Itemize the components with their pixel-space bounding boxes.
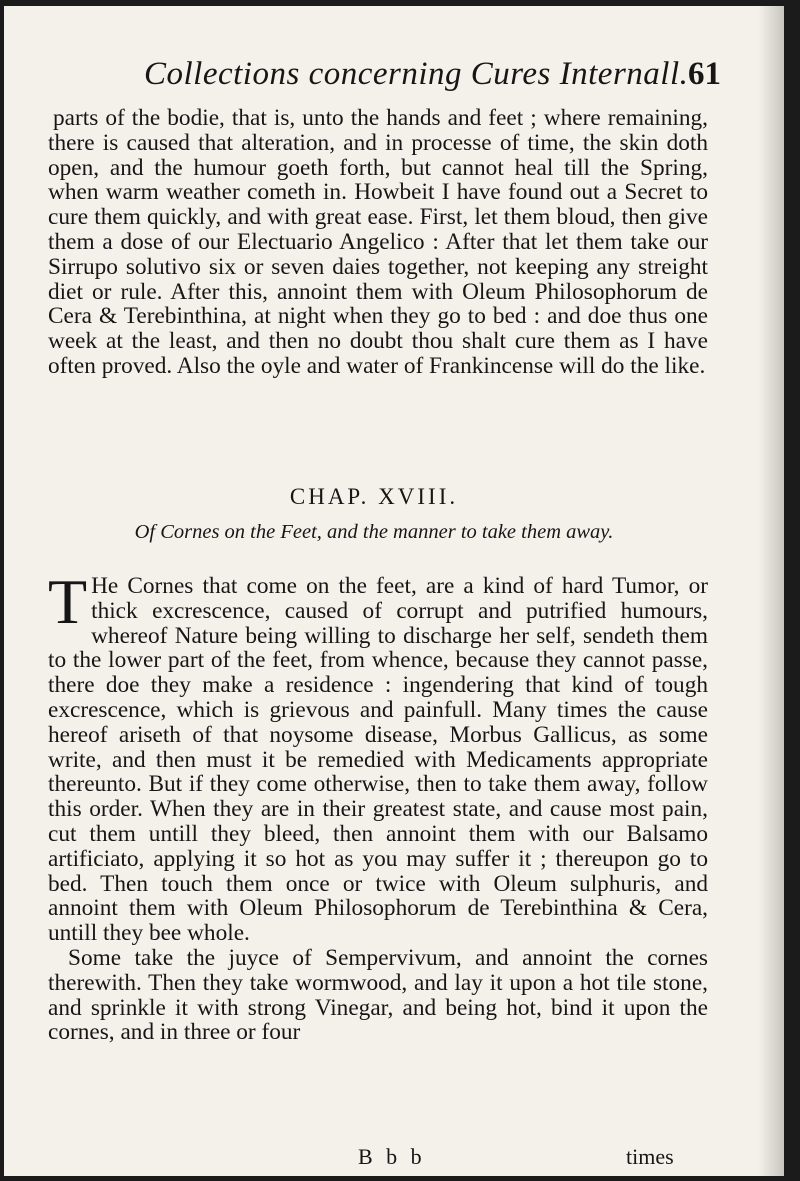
chapter-paragraph-1	[48, 566, 708, 947]
chapter-paragraph-2: Some take the juyce of Sempervivum, and annoint the cornes therewith. Then they take wormwood, and lay it upon a hot tile stone, and sprinkle it with strong Vinegar, and being hot, bind it upon the cornes, and in three or four	[48, 944, 708, 1046]
page-gutter-shadow	[758, 6, 784, 1176]
chapter-body	[48, 566, 708, 1046]
book-page	[4, 6, 784, 1176]
drop-cap: T	[48, 566, 88, 637]
paragraph-1-text: He Cornes that come on the feet, are a kind of hard Tumor, or thick excrescence, caused of corrupt and putrified humours, whereof Nature being willing to discharge her self, sendeth them to the lower part of the feet, from whence, because they cannot passe, there doe they make a residence : ingendering that kind of tough excrescence, which is grievous and painfull. Many times the cause hereof ariseth of that noysome disease, Morbus Gallicus, as some write, and then must it be remedied with Medicaments appropriate thereunto. But if they come otherwise, then to take them away, follow this order. When they are in their greatest state, and cause most pain, cut them untill they bleed, then annoint them with our Balsamo artificiato, applying it so hot as you may suffer it ; thereupon go to bed. Then touch them once or twice with Oleum sulphuris, and annoint them with Oleum Philosophorum de Terebinthina & Cera, untill they bee whole.	[48, 573, 708, 947]
chapter-subtitle: Of Cornes on the Feet, and the manner to take them away.	[134, 521, 614, 543]
body-text-top: parts of the bodie, that is, unto the hands and feet ; where remaining, there is caused that alteration, and in processe of time, the skin doth open, and the humour goeth forth, but cannot heal till the Spring, when warm weather cometh in. Howbeit I have found out a Secret to cure them quickly, and with great ease. First, let them bloud, then give them a dose of our Electuario Angelico : After that let them take our Sirrupo solutivo six or seven daies together, not keeping any streight diet or rule. After this, annoint them with Oleum Philosophorum de Cera & Terebinthina, at night when they go to bed : and doe thus one week at the least, and then no doubt thou shalt cure them as I have often proved. Also the oyle and water of Frankincense will do the like.	[48, 105, 708, 379]
page-number: 61	[688, 56, 721, 92]
running-title: Collections concerning Cures Internall.	[144, 56, 689, 92]
chapter-heading: CHAP. XVIII.	[289, 484, 459, 509]
catchword: times	[626, 1144, 674, 1169]
signature-mark: B b b	[358, 1144, 426, 1169]
